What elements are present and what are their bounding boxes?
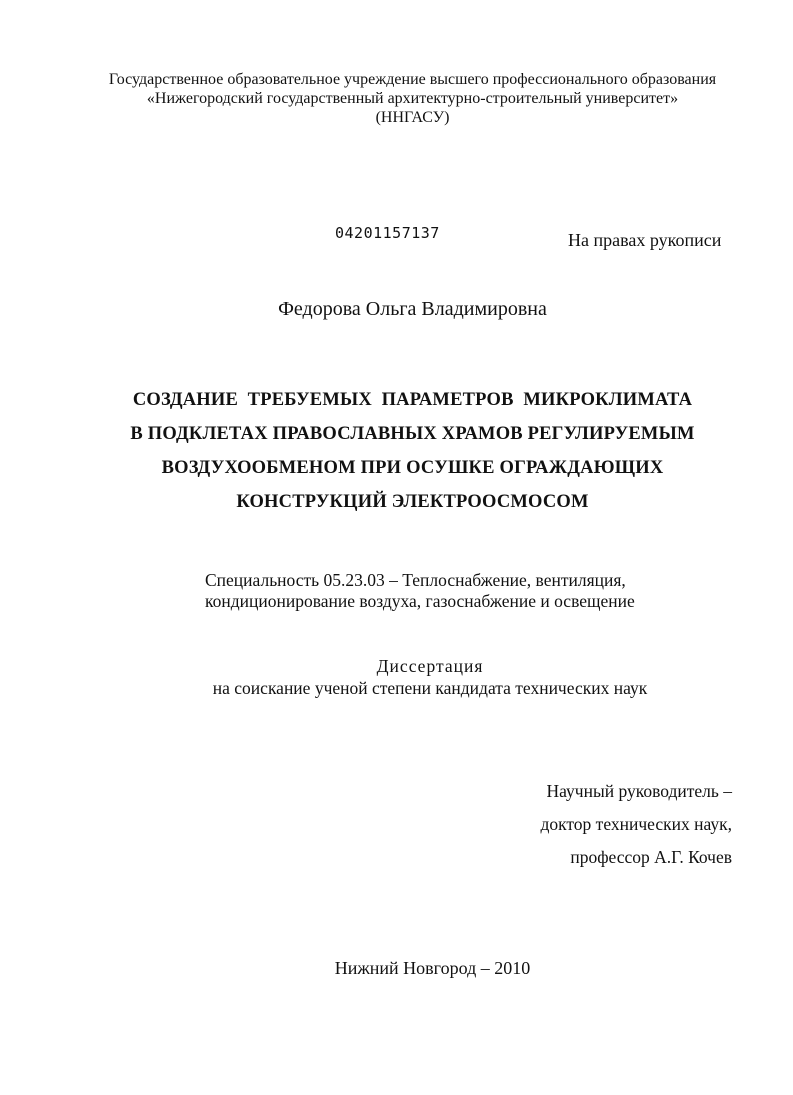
institution-line-2: «Нижегородский государственный архитектурно-строительный университет» [146,90,679,107]
supervisor-line-2: доктор технических наук, [540,814,732,834]
dissertation-heading: Диссертация [376,656,484,676]
institution-header [60,70,765,127]
title-line-1: СОЗДАНИЕ ТРЕБУЕМЫХ ПАРАМЕТРОВ МИКРОКЛИМАТА [132,390,693,410]
institution-line-3: (ННГАСУ) [375,109,450,126]
title-line-2: В ПОДКЛЕТАХ ПРАВОСЛАВНЫХ ХРАМОВ РЕГУЛИРУЕМЫМ [130,424,695,444]
title-line-4: КОНСТРУКЦИЙ ЭЛЕКТРООСМОСОМ [236,492,589,512]
supervisor-block [420,775,732,874]
supervisor-line-3: профессор А.Г. Кочев [570,847,732,867]
supervisor-line-1: Научный руководитель – [546,781,732,801]
specialty-line-1: Специальность 05.23.03 – Теплоснабжение, вентиляция, [205,570,626,590]
dissertation-title [60,383,765,519]
dissertation-type-block [160,655,700,699]
dissertation-subheading: на соискание ученой степени кандидата технических наук [212,678,648,698]
author-name: Федорова Ольга Владимировна [278,298,547,320]
title-line-3: ВОЗДУХООБМЕНОМ ПРИ ОСУШКЕ ОГРАЖДАЮЩИХ [161,458,664,478]
specialty-line-2: кондиционирование воздуха, газоснабжение и освещение [205,591,635,611]
specialty-block [205,570,635,612]
place-and-year: Нижний Новгород – 2010 [334,958,531,978]
institution-line-1: Государственное образовательное учреждение высшего профессионального образования [108,71,717,88]
stamp-code: 04201157137 [335,224,440,242]
manuscript-note: На правах рукописи [568,230,722,250]
